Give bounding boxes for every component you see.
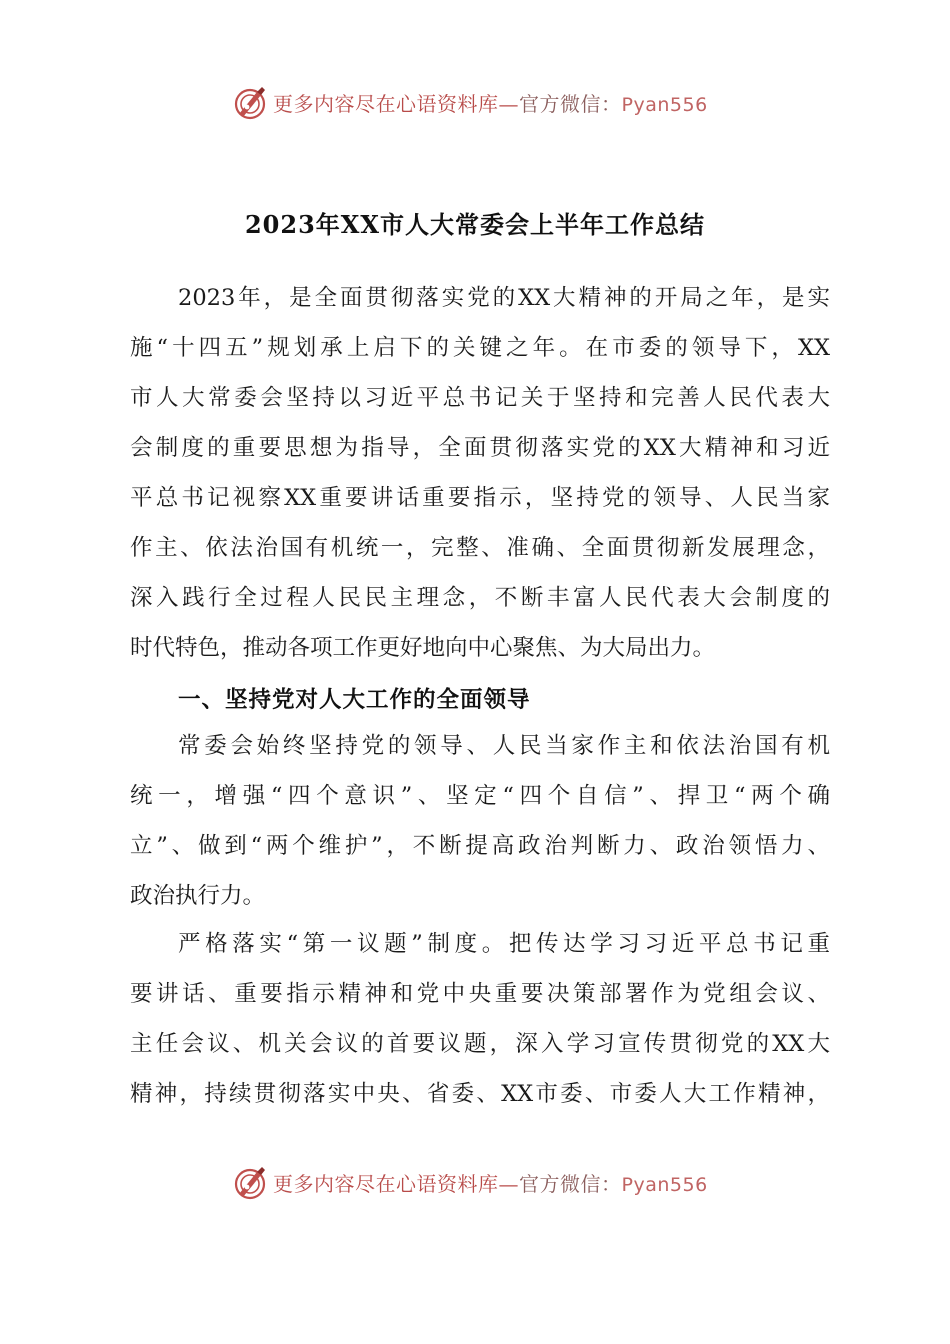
watermark-text (273, 88, 708, 117)
paragraph-line: 平总书记视察XX重要讲话重要指示，坚持党的领导、人民当家 (130, 485, 830, 511)
pen-logo-icon (231, 84, 269, 122)
watermark-wechat-id: Pyan556 (621, 94, 708, 116)
watermark-official-label: 官方微信： (519, 1172, 622, 1196)
watermark-dash: — (498, 92, 519, 116)
paragraph-line: 市人大常委会坚持以习近平总书记关于坚持和完善人民代表大 (130, 385, 830, 411)
watermark-wechat-id: Pyan556 (621, 1174, 708, 1196)
watermark-official-label: 官方微信： (519, 92, 622, 116)
paragraph-line: 统一，增强“四个意识”、坚定“四个自信”、捍卫“两个确 (130, 783, 830, 809)
paragraph-line: 精神，持续贯彻落实中央、省委、XX市委、市委人大工作精神， (130, 1081, 830, 1107)
paragraph-line: 要讲话、重要指示精神和党中央重要决策部署作为党组会议、 (130, 981, 830, 1007)
watermark-text (273, 1168, 708, 1197)
paragraph-line: 严格落实“第一议题”制度。把传达学习习近平总书记重 (178, 931, 830, 957)
watermark-banner-top (0, 82, 950, 126)
paragraph-line: 作主、依法治国有机统一，完整、准确、全面贯彻新发展理念， (130, 535, 830, 561)
paragraph-line: 施“十四五”规划承上启下的关键之年。在市委的领导下，XX (130, 335, 830, 361)
paragraph-line: 主任会议、机关会议的首要议题，深入学习宣传贯彻党的XX大 (130, 1031, 830, 1057)
paragraph-line: 深入践行全过程人民民主理念，不断丰富人民代表大会制度的 (130, 585, 830, 611)
paragraph-line: 时代特色，推动各项工作更好地向中心聚焦、为大局出力。 (130, 635, 716, 661)
paragraph-line: 会制度的重要思想为指导，全面贯彻落实党的XX大精神和习近 (130, 435, 830, 461)
paragraph-line: 常委会始终坚持党的领导、人民当家作主和依法治国有机 (178, 733, 830, 759)
pen-logo-icon (231, 1164, 269, 1202)
watermark-slogan: 更多内容尽在心语资料库 (273, 92, 499, 116)
document-title: 2023年XX市人大常委会上半年工作总结 (244, 210, 706, 239)
watermark-dash: — (498, 1172, 519, 1196)
section-heading: 一、坚持党对人大工作的全面领导 (178, 687, 531, 713)
paragraph-line: 立”、做到“两个维护”，不断提高政治判断力、政治领悟力、 (130, 833, 830, 859)
watermark-banner-bottom (0, 1162, 950, 1206)
paragraph-line: 政治执行力。 (130, 883, 266, 909)
paragraph-line: 2023年，是全面贯彻落实党的XX大精神的开局之年，是实 (178, 285, 830, 311)
watermark-slogan: 更多内容尽在心语资料库 (273, 1172, 499, 1196)
